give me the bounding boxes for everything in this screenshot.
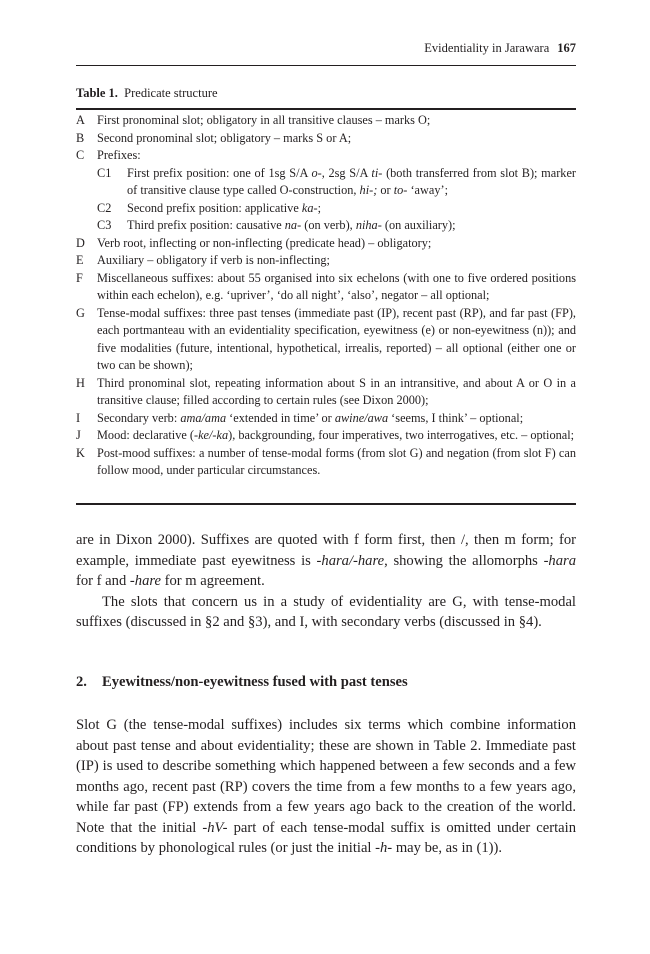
row-text: First pronominal slot; obligatory in all transitive clauses – marks O; bbox=[97, 113, 431, 127]
header-rule bbox=[76, 65, 576, 66]
running-title: Evidentiality in Jarawara bbox=[424, 41, 550, 55]
row-text: Auxiliary – obligatory if verb is non-inflecting; bbox=[97, 253, 330, 267]
italic-form: ti- bbox=[371, 165, 383, 180]
running-header bbox=[76, 37, 576, 59]
table-row-d bbox=[76, 235, 576, 253]
table-row-c2 bbox=[76, 200, 576, 218]
table-row-e bbox=[76, 252, 576, 270]
row-key: F bbox=[76, 270, 83, 285]
row-text: Miscellaneous suffixes: about 55 organised into six echelons (with one to five ordered positions within each echelon), e.g. ‘upriver’, ‘do all night’, ‘also’, negator – all optional; bbox=[97, 270, 576, 302]
body-text-upper bbox=[76, 530, 576, 633]
italic-form: niha- bbox=[355, 218, 382, 232]
italic-form: -h- bbox=[375, 840, 393, 856]
table-row-c3 bbox=[76, 217, 576, 235]
table-top-rule bbox=[76, 108, 576, 110]
italic-form: o- bbox=[311, 165, 322, 180]
table-row-c bbox=[76, 147, 576, 165]
italic-form: ka- bbox=[301, 200, 318, 215]
table-row-h bbox=[76, 375, 576, 410]
row-text: Third pronominal slot, repeating information about S in an intransitive, and about A or O in a transitive clause; filled according to certain rules (see Dixon 2000); bbox=[97, 375, 576, 407]
body-text-lower bbox=[76, 715, 576, 859]
italic-form: -ke/-ka bbox=[193, 428, 229, 442]
row-text: Verb root, inflecting or non-inflecting (predicate head) – obligatory; bbox=[97, 235, 432, 250]
italic-form: na- bbox=[284, 218, 302, 232]
page-number: 167 bbox=[557, 41, 576, 55]
italic-form: ama/ama bbox=[180, 410, 227, 425]
row-key: I bbox=[76, 410, 81, 425]
paragraph: The slots that concern us in a study of evidentiality are G, with tense-modal suffixes (discussed in §2 and §3), and I, with secondary verbs (discussed in §4). bbox=[76, 593, 576, 630]
row-key: C3 bbox=[97, 218, 112, 232]
italic-form: awine/awa bbox=[334, 410, 389, 425]
predicate-structure-table bbox=[76, 112, 576, 480]
table-row-b bbox=[76, 130, 576, 148]
italic-form: -hV- bbox=[202, 819, 228, 836]
table-row-f bbox=[76, 270, 576, 305]
row-key: A bbox=[76, 113, 85, 127]
row-key: D bbox=[76, 235, 85, 250]
section-number: 2. bbox=[76, 674, 87, 690]
italic-form: -hara/-hare bbox=[316, 552, 385, 569]
paragraph: are in Dixon 2000). Suffixes are quoted with f form first, then /, then m form; for example, immediate past eyewitness is -hara/-hare, showing the allomorphs -hara for f and -hare for m agreement. bbox=[76, 532, 576, 589]
row-key: C bbox=[76, 148, 85, 162]
row-text: First prefix position: one of 1sg S/A o-, 2sg S/A ti- (both transferred from slot B); marker of transitive clause type called O-construction, hi-; or to- ‘away’; bbox=[127, 165, 576, 197]
table-row-a bbox=[76, 112, 576, 130]
row-text: Tense-modal suffixes: three past tenses (immediate past (IP), recent past (RP), and far past (FP), each portmanteau with an evidentiality specification, eyewitness (e) or non-eyewitness (n)); and five modalities (future, intentional, hypothetical, irrealis, reported) – all optional (either one or two can be shown); bbox=[97, 305, 576, 372]
table-row-c1 bbox=[76, 165, 576, 200]
row-key: J bbox=[76, 428, 81, 442]
row-text: Third prefix position: causative na- (on verb), niha- (on auxiliary); bbox=[127, 218, 456, 232]
row-key: C2 bbox=[97, 200, 112, 215]
paragraph: Slot G (the tense-modal suffixes) includes six terms which combine information about past tense and about evidentiality; these are shown in Table 2. Immediate past (IP) is used to describe something which happened between a few seconds and a few months ago, recent past (RP) covers the time from a few months to a few years ago, while far past (FP) extends from a few years ago back to the creation of the world. Note that the initial -hV- part of each tense-modal suffix is omitted under certain conditions by phonological rules (or just the initial -h- may be, as in (1)). bbox=[76, 717, 576, 856]
row-text: Mood: declarative (-ke/-ka), backgrounding, four imperatives, two interrogatives, etc. – optional; bbox=[97, 428, 575, 442]
table-row-j bbox=[76, 427, 576, 445]
table-title: Predicate structure bbox=[124, 86, 218, 100]
row-text: Secondary verb: ama/ama ‘extended in time’ or awine/awa ‘seems, I think’ – optional; bbox=[97, 410, 524, 425]
row-key: E bbox=[76, 253, 84, 267]
italic-form: to- bbox=[393, 183, 408, 197]
table-bottom-rule bbox=[76, 503, 576, 505]
row-text: Second pronominal slot; obligatory – marks S or A; bbox=[97, 130, 352, 145]
table-row-k bbox=[76, 445, 576, 480]
row-text: Prefixes: bbox=[97, 148, 141, 162]
section-title: Eyewitness/non-eyewitness fused with past tenses bbox=[102, 674, 408, 690]
row-key: H bbox=[76, 375, 85, 390]
row-key: K bbox=[76, 445, 85, 460]
table-caption bbox=[76, 86, 218, 101]
row-text: Second prefix position: applicative ka-; bbox=[127, 200, 321, 215]
italic-form: -hare bbox=[129, 573, 161, 589]
row-key: B bbox=[76, 130, 85, 145]
table-label: Table 1. bbox=[76, 86, 118, 100]
row-key: C1 bbox=[97, 165, 112, 180]
table-row-i bbox=[76, 410, 576, 428]
row-text: Post-mood suffixes: a number of tense-modal forms (from slot G) and negation (from slot F) can follow mood, under particular circumstances. bbox=[97, 445, 576, 477]
table-row-g bbox=[76, 305, 576, 375]
italic-form: hi-; bbox=[359, 183, 378, 197]
row-key: G bbox=[76, 305, 85, 320]
italic-form: -hara bbox=[543, 552, 576, 569]
section-heading bbox=[76, 674, 408, 691]
